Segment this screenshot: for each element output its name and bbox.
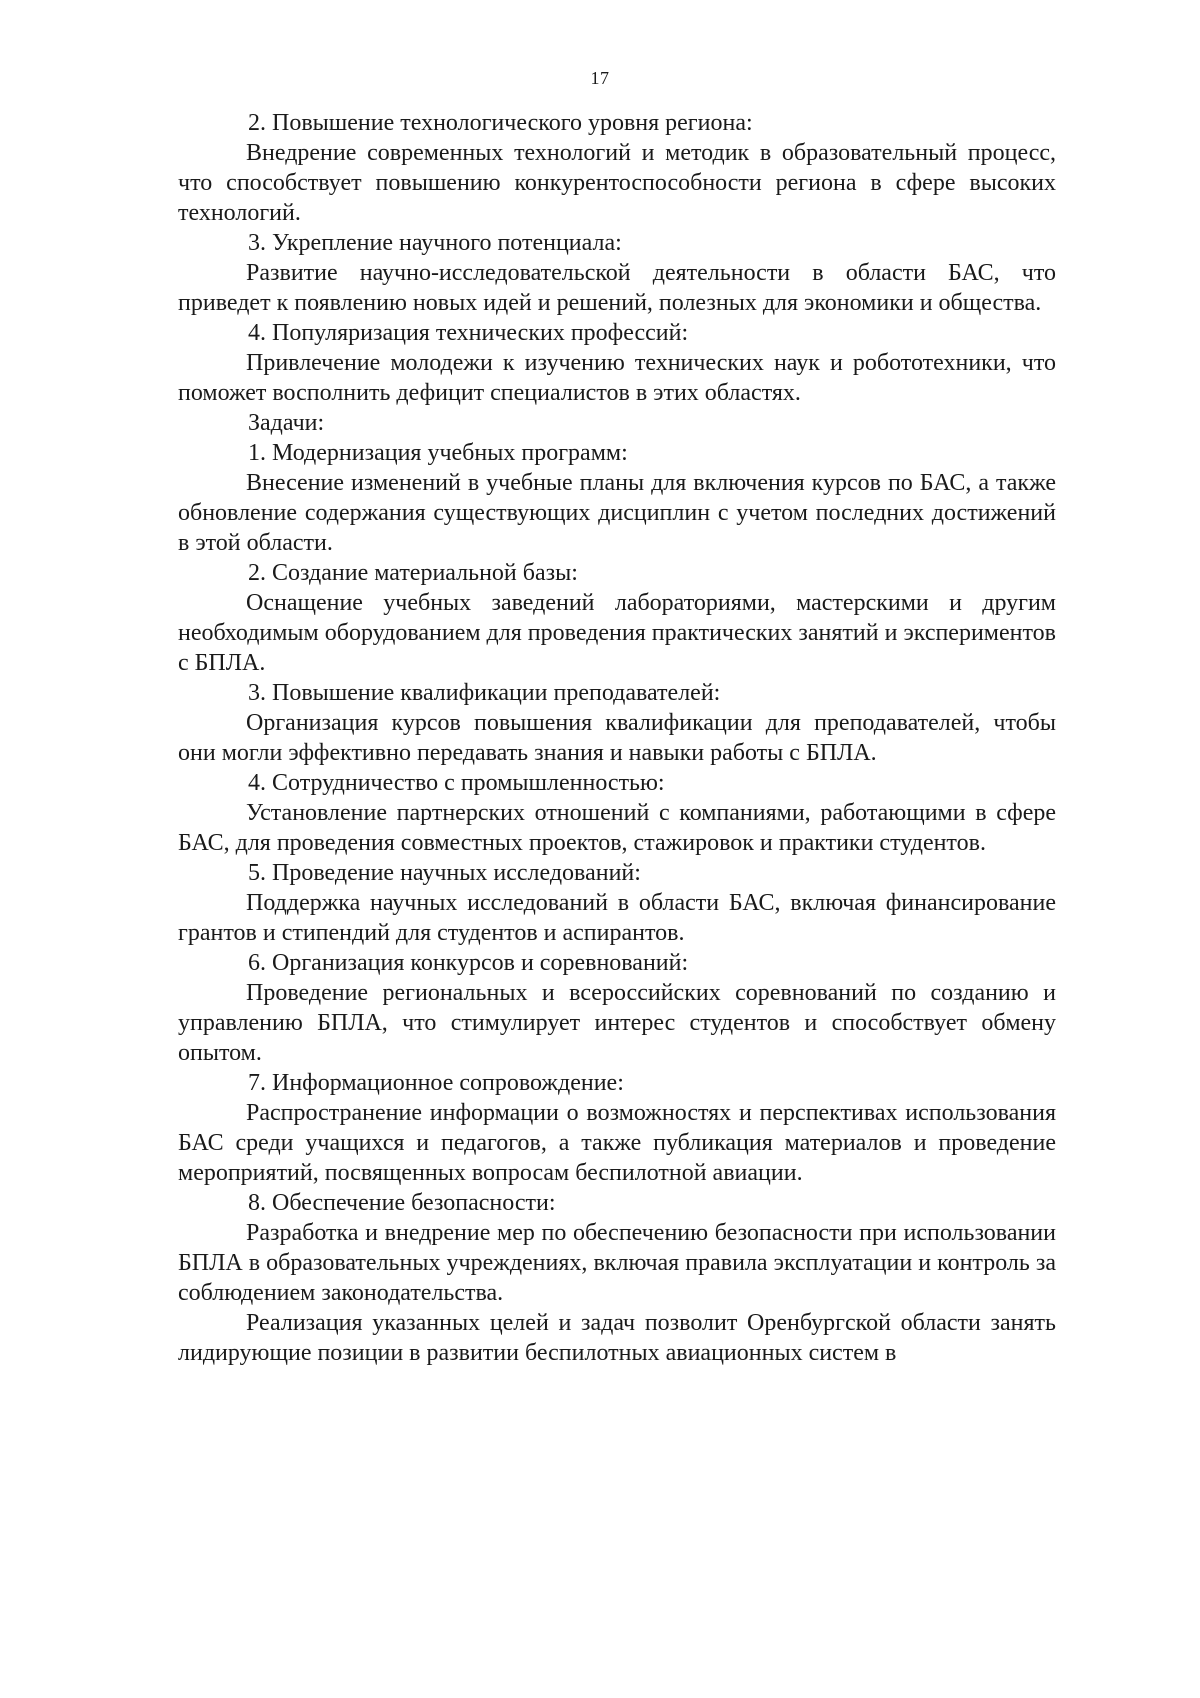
paragraph: Внесение изменений в учебные планы для включения курсов по БАС, а также обновление содержания существующих дисциплин с учетом последних достижений в этой области. <box>178 470 1056 556</box>
paragraph: Развитие научно-исследовательской деятельности в области БАС, что приведет к появлению новых идей и решений, полезных для экономики и общества. <box>178 260 1056 316</box>
section-heading: 3. Повышение квалификации преподавателей: <box>248 680 721 706</box>
document-body <box>178 108 1056 1368</box>
section-heading: 8. Обеспечение безопасности: <box>248 1190 556 1216</box>
section-heading: 2. Создание материальной базы: <box>248 560 578 586</box>
paragraph: Разработка и внедрение мер по обеспечению безопасности при использовании БПЛА в образовательных учреждениях, включая правила эксплуатации и контроль за соблюдением законодательства. <box>178 1220 1056 1306</box>
paragraph: Проведение региональных и всероссийских соревнований по созданию и управлению БПЛА, что стимулирует интерес студентов и способствует обмену опытом. <box>178 980 1056 1066</box>
section-heading: 4. Сотрудничество с промышленностью: <box>248 770 665 796</box>
section-heading: 1. Модернизация учебных программ: <box>248 440 628 466</box>
paragraph: Оснащение учебных заведений лабораториями, мастерскими и другим необходимым оборудованием для проведения практических занятий и экспериментов с БПЛА. <box>178 590 1056 676</box>
section-heading: 7. Информационное сопровождение: <box>248 1070 624 1096</box>
section-heading: 6. Организация конкурсов и соревнований: <box>248 950 689 976</box>
paragraph: Организация курсов повышения квалификации для преподавателей, чтобы они могли эффективно передавать знания и навыки работы с БПЛА. <box>178 710 1056 766</box>
page-number: 17 <box>590 68 610 88</box>
paragraph: Установление партнерских отношений с компаниями, работающими в сфере БАС, для проведения совместных проектов, стажировок и практики студентов. <box>178 800 1056 856</box>
closing-paragraph: Реализация указанных целей и задач позволит Оренбургской области занять лидирующие позиции в развитии беспилотных авиационных систем в <box>178 1310 1056 1366</box>
section-heading: 4. Популяризация технических профессий: <box>248 320 689 346</box>
paragraph: Распространение информации о возможностях и перспективах использования БАС среди учащихся и педагогов, а также публикация материалов и проведение мероприятий, посвященных вопросам беспилотной авиации. <box>178 1100 1056 1186</box>
paragraph: Внедрение современных технологий и методик в образовательный процесс, что способствует повышению конкурентоспособности региона в сфере высоких технологий. <box>178 140 1056 226</box>
section-heading: 5. Проведение научных исследований: <box>248 860 641 886</box>
section-heading: 3. Укрепление научного потенциала: <box>248 230 622 256</box>
paragraph: Поддержка научных исследований в области БАС, включая финансирование грантов и стипендий для студентов и аспирантов. <box>178 890 1056 946</box>
tasks-heading: Задачи: <box>248 410 325 436</box>
paragraph: Привлечение молодежи к изучению технических наук и робототехники, что поможет восполнить дефицит специалистов в этих областях. <box>178 350 1056 406</box>
section-heading: 2. Повышение технологического уровня региона: <box>248 110 753 136</box>
